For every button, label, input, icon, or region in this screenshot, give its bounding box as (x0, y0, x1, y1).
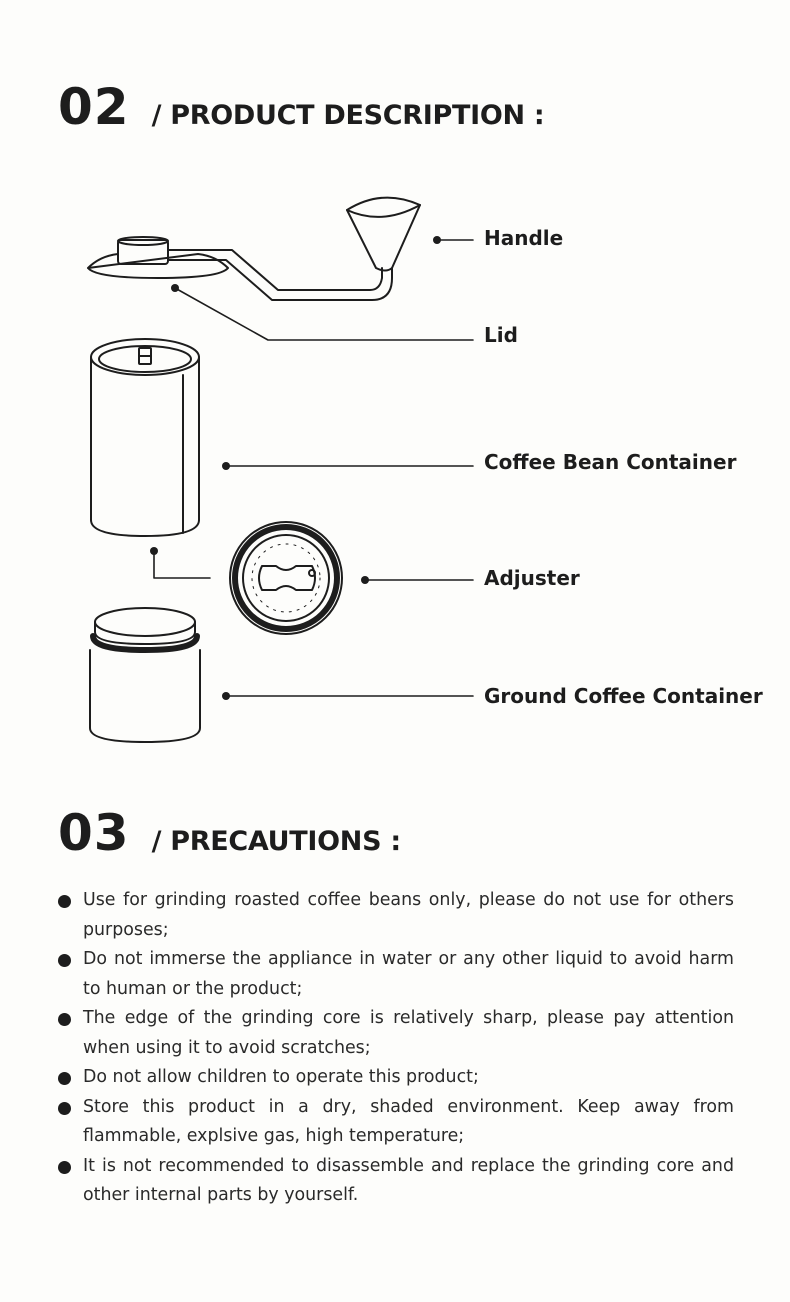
label-ground-coffee-container: Ground Coffee Container (484, 684, 763, 708)
precaution-item (58, 1063, 734, 1093)
precaution-text: The edge of the grinding core is relatively sharp, please pay attention when using it to avoid scratches; (83, 1008, 734, 1058)
section-03-heading (58, 804, 401, 862)
precaution-text: Store this product in a dry, shaded environment. Keep away from flammable, explsive gas, high temperature; (83, 1096, 734, 1146)
bullet-icon (58, 895, 71, 908)
precaution-item (58, 886, 734, 945)
section-03-title: / PRECAUTIONS : (151, 826, 401, 857)
adjuster-illustration (230, 522, 342, 634)
precaution-text: Use for grinding roasted coffee beans only, please do not use for others purposes; (83, 890, 734, 940)
bullet-icon (58, 1072, 71, 1085)
bullet-icon (58, 954, 71, 967)
lid-illustration (88, 237, 228, 278)
label-lid: Lid (484, 323, 518, 347)
section-02-number: 02 (58, 78, 130, 136)
precaution-item (58, 1152, 734, 1211)
bullet-icon (58, 1013, 71, 1026)
label-coffee-bean-container: Coffee Bean Container (484, 450, 737, 474)
precaution-text: Do not allow children to operate this product; (83, 1067, 479, 1087)
label-adjuster: Adjuster (484, 566, 580, 590)
precaution-item (58, 945, 734, 1004)
precaution-item (58, 1093, 734, 1152)
bullet-icon (58, 1102, 71, 1115)
bullet-icon (58, 1161, 71, 1174)
precaution-item (58, 1004, 734, 1063)
section-02-heading (58, 78, 544, 136)
handle-illustration (168, 198, 420, 300)
section-03-number: 03 (58, 804, 130, 862)
precautions-list (58, 886, 734, 1211)
precaution-text: It is not recommended to disassemble and replace the grinding core and other internal parts by yourself. (83, 1155, 734, 1205)
section-02-title: / PRODUCT DESCRIPTION : (151, 100, 545, 131)
product-diagram (0, 160, 790, 780)
label-handle: Handle (484, 226, 564, 250)
coffee-bean-container-illustration (91, 339, 199, 536)
precaution-text: Do not immerse the appliance in water or any other liquid to avoid harm to human or the product; (83, 949, 734, 999)
ground-coffee-container-illustration (90, 608, 200, 742)
